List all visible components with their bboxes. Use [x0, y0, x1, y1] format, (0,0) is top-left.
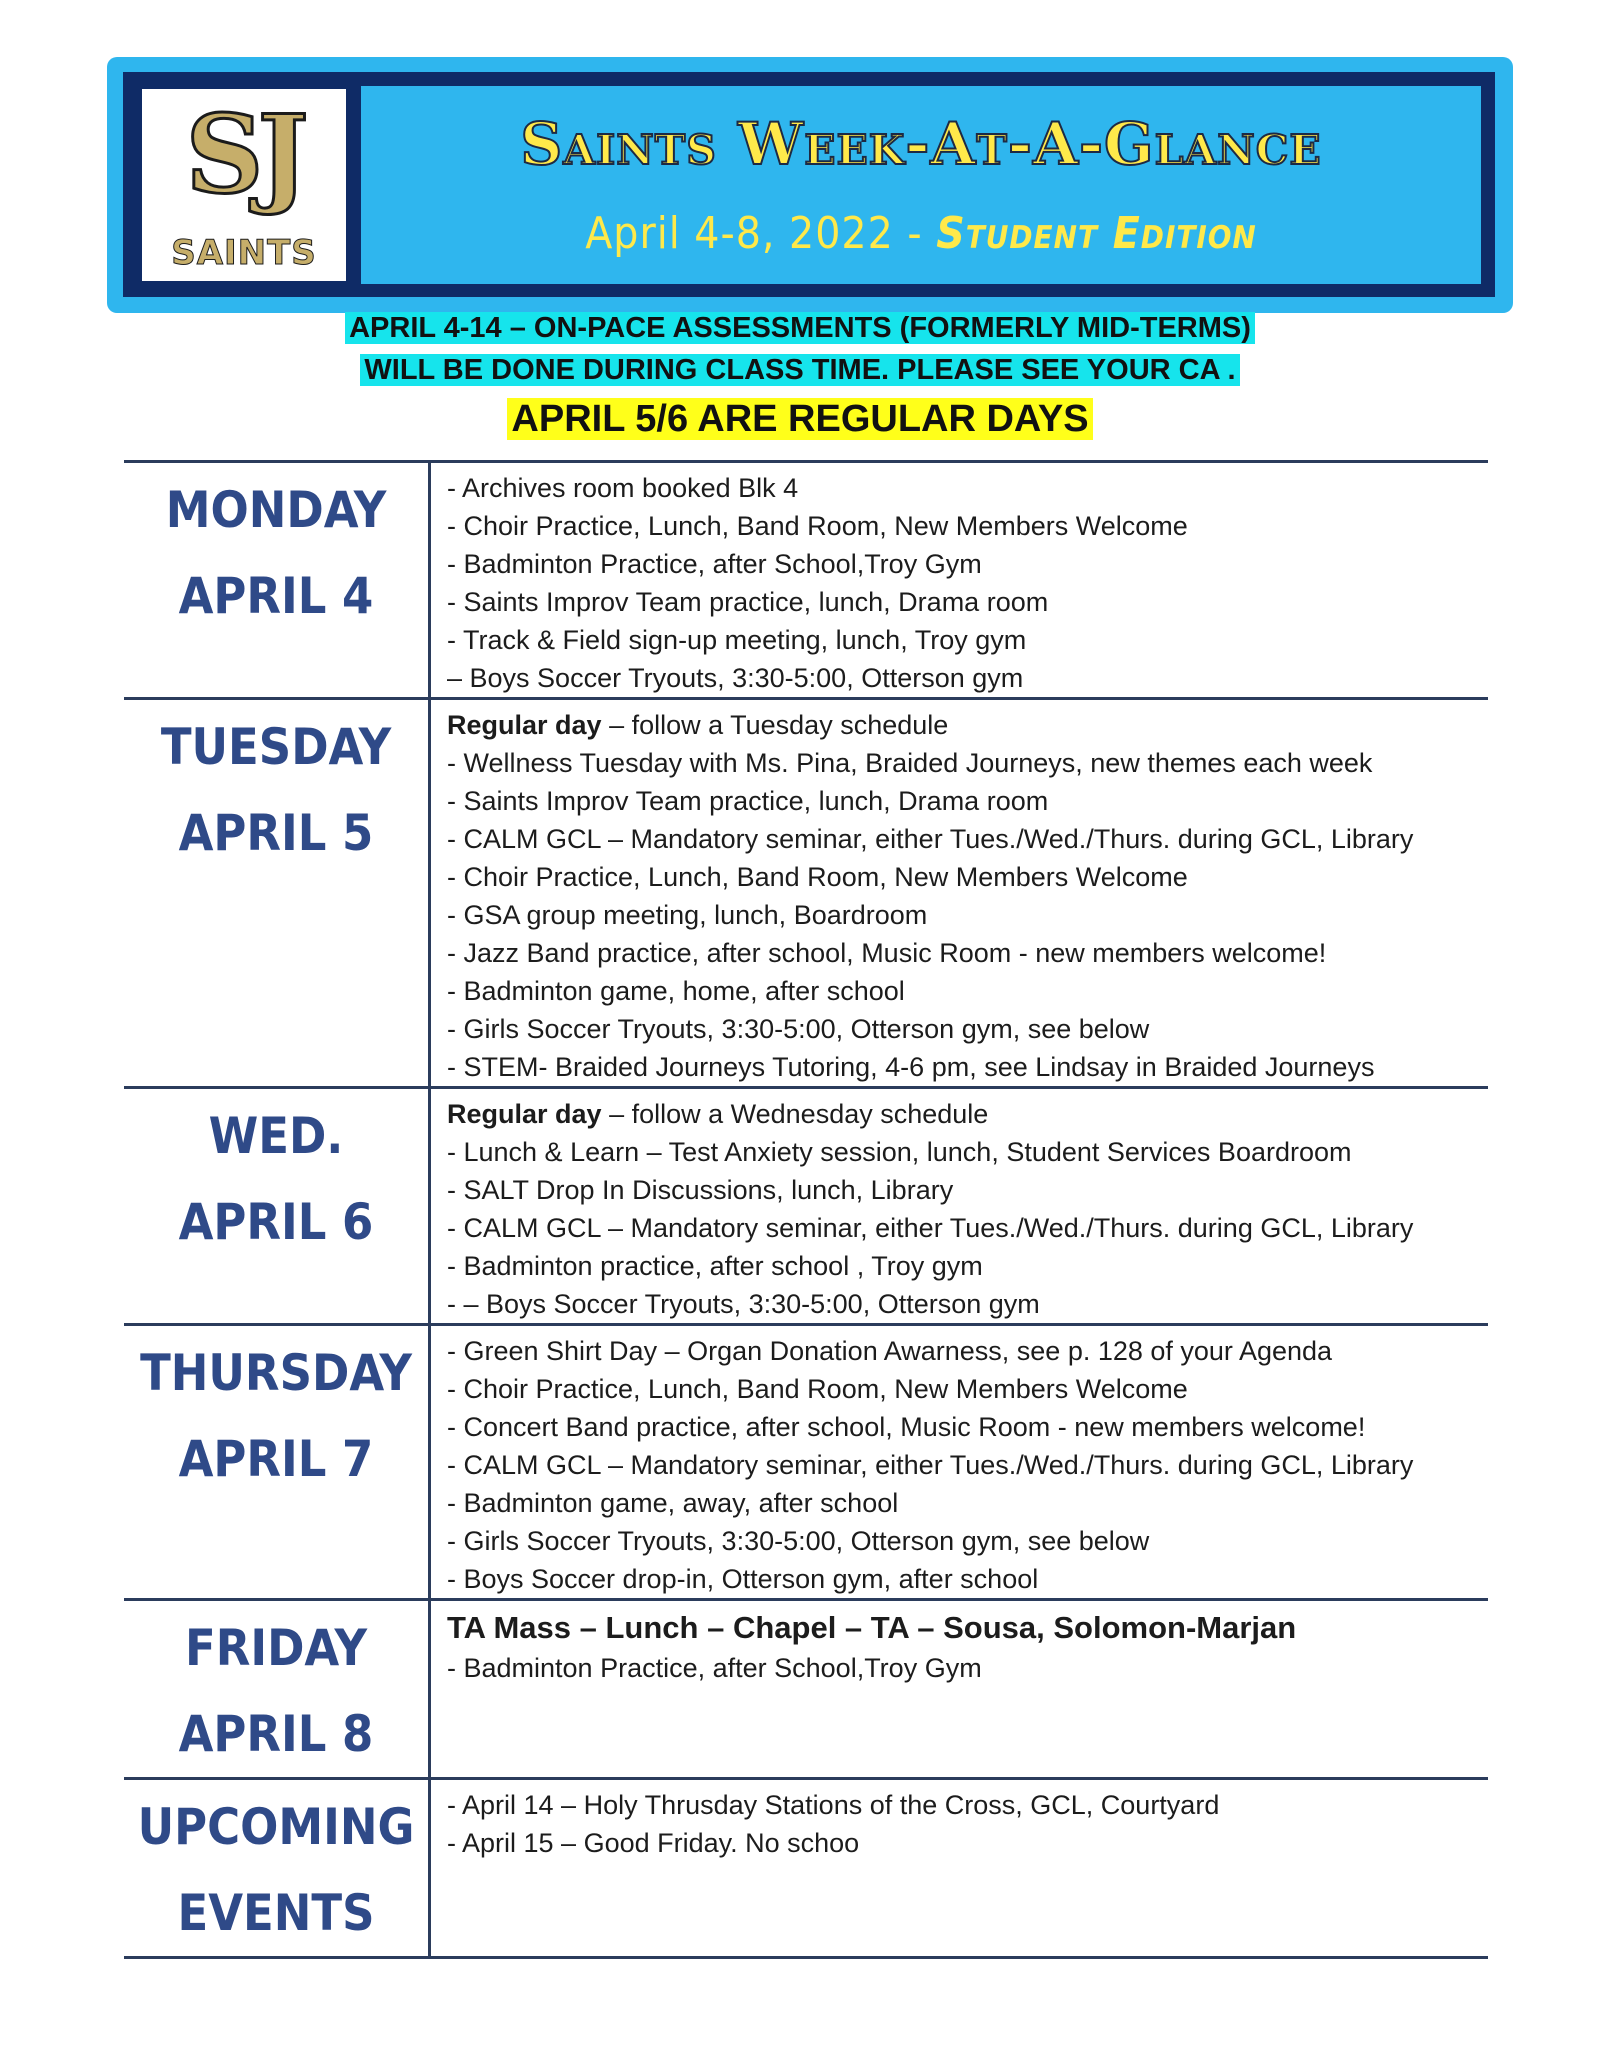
notice-regular-days: APRIL 5/6 ARE REGULAR DAYS: [0, 398, 1600, 441]
day-date: APRIL 4: [178, 567, 374, 625]
list-item: - SALT Drop In Discussions, lunch, Library: [447, 1175, 954, 1205]
logo-letters: SJ: [185, 92, 303, 218]
page-subtitle: [361, 208, 1481, 259]
list-item: - April 15 – Good Friday. No schoo: [447, 1828, 860, 1858]
day-label: [124, 699, 430, 1088]
school-logo: [139, 86, 349, 284]
day-name: MONDAY: [165, 481, 387, 539]
schedule-row: [124, 699, 1488, 1088]
day-events: [430, 1325, 1489, 1600]
list-item: - Green Shirt Day – Organ Donation Awarness, see p. 128 of your Agenda: [447, 1336, 1333, 1366]
list-item: - Boys Soccer drop-in, Otterson gym, after school: [447, 1564, 1039, 1594]
list-item: - CALM GCL – Mandatory seminar, either Tues./Wed./Thurs. during GCL, Library: [447, 1450, 1414, 1480]
list-item: - Badminton practice, after school , Troy gym: [447, 1251, 983, 1281]
day-label: [124, 1600, 430, 1779]
day-label: [124, 1325, 430, 1600]
day-label: [124, 462, 430, 699]
schedule-table: [124, 460, 1488, 1959]
day-name: WED.: [208, 1107, 344, 1165]
banner-frame: [123, 72, 1495, 297]
list-item: - Choir Practice, Lunch, Band Room, New Members Welcome: [447, 511, 1188, 541]
header-banner: [107, 57, 1513, 313]
day-label: [124, 1779, 430, 1958]
list-item: - GSA group meeting, lunch, Boardroom: [447, 900, 928, 930]
schedule-row: [124, 1325, 1488, 1600]
list-item: - Badminton Practice, after School,Troy Gym: [447, 549, 982, 579]
day-date: APRIL 8: [178, 1705, 374, 1763]
day-headline: TA Mass – Lunch – Chapel – TA – Sousa, Solomon-Marjan: [447, 1610, 1297, 1645]
day-name: FRIDAY: [184, 1619, 368, 1677]
list-item: - Badminton Practice, after School,Troy Gym: [447, 1653, 982, 1683]
list-item: - Choir Practice, Lunch, Band Room, New Members Welcome: [447, 1374, 1188, 1404]
day-name: TUESDAY: [160, 718, 392, 776]
list-item: - Badminton game, away, after school: [447, 1488, 899, 1518]
logo-word: SAINTS: [171, 233, 317, 273]
day-name: UPCOMING: [137, 1798, 415, 1856]
list-item: - Girls Soccer Tryouts, 3:30-5:00, Otterson gym, see below: [447, 1526, 1150, 1556]
list-item: - Concert Band practice, after school, Music Room - new members welcome!: [447, 1412, 1366, 1442]
list-item: - Saints Improv Team practice, lunch, Drama room: [447, 587, 1049, 617]
list-item: – Boys Soccer Tryouts, 3:30-5:00, Otterson gym: [447, 663, 1024, 693]
day-events: [430, 462, 1489, 699]
page-title: Saints Week-At-A-Glance: [520, 110, 1322, 178]
day-schedule-note: Regular day – follow a Wednesday schedule: [447, 1099, 989, 1129]
day-events: [430, 699, 1489, 1088]
list-item: - – Boys Soccer Tryouts, 3:30-5:00, Otterson gym: [447, 1289, 1040, 1319]
day-schedule-note: Regular day – follow a Tuesday schedule: [447, 710, 949, 740]
schedule-row: [124, 462, 1488, 699]
list-item: - Saints Improv Team practice, lunch, Drama room: [447, 786, 1049, 816]
list-item: - Lunch & Learn – Test Anxiety session, lunch, Student Services Boardroom: [447, 1137, 1352, 1167]
day-label: [124, 1088, 430, 1325]
subtitle-dates: April 4-8, 2022 -: [585, 208, 937, 259]
list-item: - Jazz Band practice, after school, Music Room - new members welcome!: [447, 938, 1327, 968]
day-name: THURSDAY: [140, 1344, 412, 1402]
day-date: APRIL 5: [178, 804, 374, 862]
list-item: - Girls Soccer Tryouts, 3:30-5:00, Otterson gym, see below: [447, 1014, 1150, 1044]
list-item: - Choir Practice, Lunch, Band Room, New Members Welcome: [447, 862, 1188, 892]
day-date: APRIL 7: [178, 1430, 374, 1488]
day-events: [430, 1088, 1489, 1325]
notice-assessments-line2: WILL BE DONE DURING CLASS TIME. PLEASE SEE YOUR CA .: [0, 354, 1600, 387]
day-events: [430, 1779, 1489, 1958]
schedule-row: [124, 1088, 1488, 1325]
list-item: - STEM- Braided Journeys Tutoring, 4-6 pm, see Lindsay in Braided Journeys: [447, 1052, 1375, 1082]
list-item: - Badminton game, home, after school: [447, 976, 905, 1006]
list-item: - Archives room booked Blk 4: [447, 473, 799, 503]
list-item: - CALM GCL – Mandatory seminar, either Tues./Wed./Thurs. during GCL, Library: [447, 1213, 1414, 1243]
list-item: - Track & Field sign-up meeting, lunch, Troy gym: [447, 625, 1027, 655]
day-events: [430, 1600, 1489, 1779]
list-item: - CALM GCL – Mandatory seminar, either Tues./Wed./Thurs. during GCL, Library: [447, 824, 1414, 854]
title-panel: [361, 86, 1481, 284]
notice-assessments-line1: APRIL 4-14 – ON-PACE ASSESSMENTS (FORMERLY MID-TERMS): [0, 312, 1600, 345]
day-date: EVENTS: [177, 1884, 375, 1942]
subtitle-edition: Student Edition: [936, 208, 1257, 259]
day-date: APRIL 6: [178, 1193, 374, 1251]
list-item: - April 14 – Holy Thrusday Stations of the Cross, GCL, Courtyard: [447, 1790, 1220, 1820]
schedule-row: [124, 1779, 1488, 1958]
list-item: - Wellness Tuesday with Ms. Pina, Braided Journeys, new themes each week: [447, 748, 1373, 778]
schedule-row: [124, 1600, 1488, 1779]
